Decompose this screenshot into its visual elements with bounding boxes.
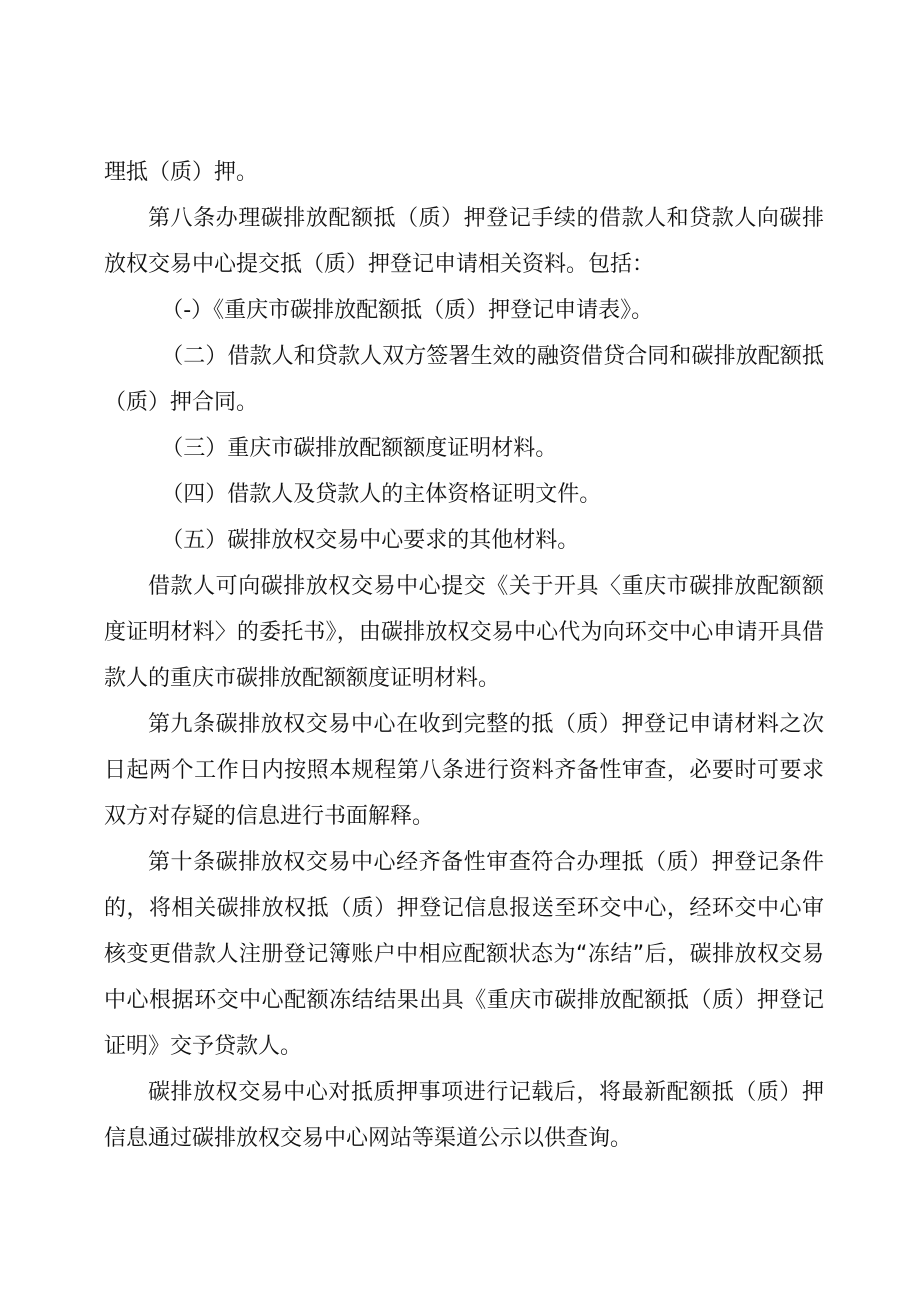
paragraph-entrustment: 借款人可向碳排放权交易中心提交《关于开具〈重庆市碳排放配额额度证明材料〉的委托书》，由碳排放权交易中心代为向环交中心申请开具借款人的重庆市碳排放配额额度证明材料。 (104, 574, 824, 691)
list-item-2: （二）借款人和贷款人双方签署生效的融资借贷合同和碳排放配额抵（质）押合同。 (104, 344, 824, 415)
list-item-1: （-）《重庆市碳排放配额抵（质）押登记申请表》。 (161, 298, 654, 323)
paragraph-continuation: 理抵（质）押。 (104, 160, 259, 185)
document-body (104, 150, 824, 1162)
list-item-3: （三）重庆市碳排放配额额度证明材料。 (161, 436, 558, 461)
paragraph-article-10: 第十条碳排放权交易中心经齐备性审查符合办理抵（质）押登记条件的，将相关碳排放权抵（质）押登记信息报送至环交中心，经环交中心审核变更借款人注册登记簿账户中相应配额状态为“冻结”后，碳排放权交易中心根据环交中心配额冻结结果出具《重庆市碳排放配额抵（质）押登记证明》交予贷款人。 (104, 850, 824, 1059)
list-item-5: （五）碳排放权交易中心要求的其他材料。 (161, 528, 580, 553)
paragraph-article-8: 第八条办理碳排放配额抵（质）押登记手续的借款人和贷款人向碳排放权交易中心提交抵（质）押登记申请相关资料。包括： (104, 206, 824, 277)
paragraph-publication: 碳排放权交易中心对抵质押事项进行记载后，将最新配额抵（质）押信息通过碳排放权交易中心网站等渠道公示以供查询。 (104, 1080, 824, 1151)
list-item-4: （四）借款人及贷款人的主体资格证明文件。 (161, 482, 602, 507)
paragraph-article-9: 第九条碳排放权交易中心在收到完整的抵（质）押登记申请材料之次日起两个工作日内按照本规程第八条进行资料齐备性审查，必要时可要求双方对存疑的信息进行书面解释。 (104, 712, 824, 829)
